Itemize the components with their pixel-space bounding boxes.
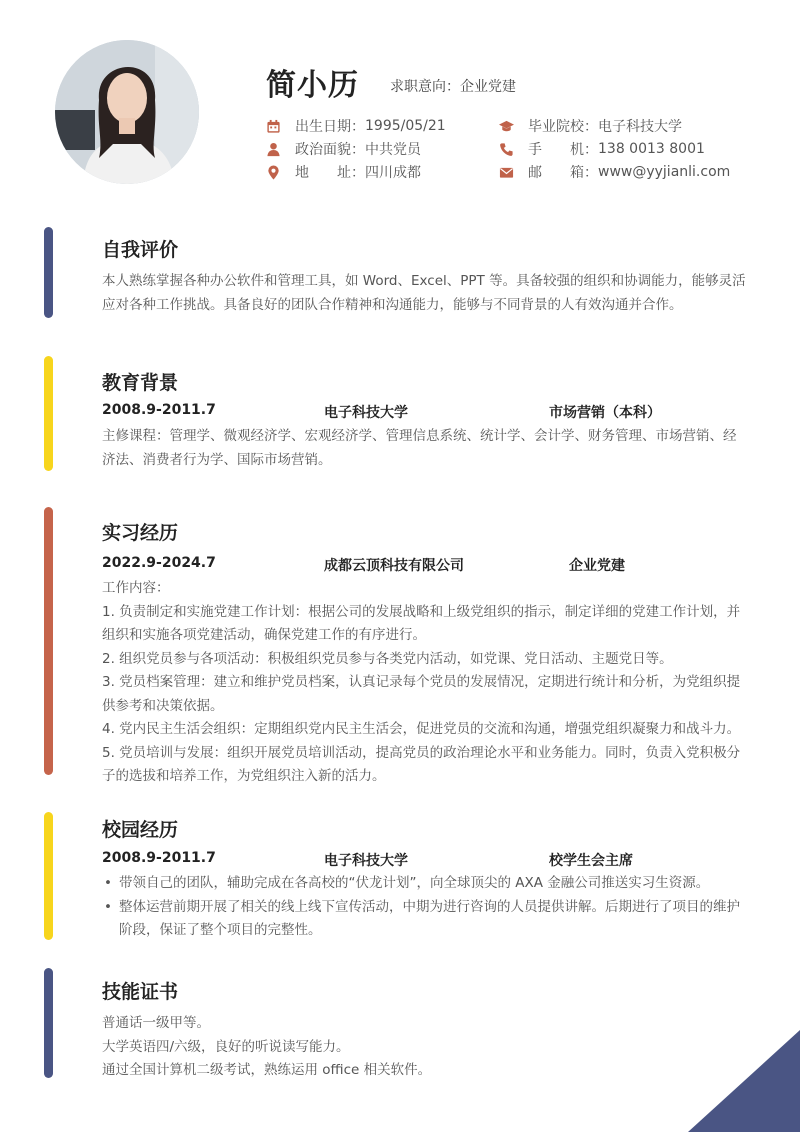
info-political-status: 政治面貌 ： 中共党员 [266,139,421,159]
text-line: 主修课程：管理学、微观经济学、宏观经济学、管理信息系统、统计学、会计学、财务管理、市场营销、经 [102,428,737,444]
text-line: 2. 组织党员参与各项活动：积极组织党员参与各类党内活动，如党课、党日活动、主题党日等。 [102,650,673,667]
section-title-education: 教育背景 [102,372,179,394]
graduation-cap-icon [499,119,514,134]
text-line: 阶段，保证了整个项目的完整性。 [119,922,322,938]
email-label: 邮 箱 [528,165,584,181]
internship-company: 成都云顶科技有限公司 [324,558,464,574]
education-school: 电子科技大学 [324,405,408,421]
mail-icon [499,165,514,180]
phone-value: 138 0013 8001 [598,141,705,157]
text-line: 工作内容： [102,580,170,596]
text-line: 1. 负责制定和实施党建工作计划：根据公司的发展战略和上级党组织的指示，制定详细的党建工作计划，并 [102,603,741,620]
info-phone: 手 机 ： 138 0013 8001 [499,139,705,159]
info-birthdate: 出生日期 ： 1995/05/21 [266,116,446,136]
text-line: 本人熟练掌握各种办公软件和管理工具，如 Word、Excel、PPT 等。具备较强的组织和协调能力，能够灵活 [102,273,746,289]
school-label: 毕业院校 [528,119,584,135]
text-line: 通过全国计算机二级考试，熟练运用 office 相关软件。 [102,1062,432,1078]
text-line: 3. 党员档案管理：建立和维护党员档案，认真记录每个党员的发展情况，定期进行统计和分析，为党组织提 [102,674,741,690]
text-line: • 带领自己的团队，辅助完成在各高校的“伏龙计划”，向全球顶尖的 AXA 金融公司推送实习生资源。 [119,875,710,891]
list-item [102,872,742,896]
calendar-icon [266,119,281,134]
info-email: 邮 箱 ： www@yyjianli.com [499,162,730,182]
political-status-label: 政治面貌 [295,142,351,158]
text-line: 组织和实施各项党建活动，确保党建工作的有序进行。 [102,627,426,643]
info-school: 毕业院校 ： 电子科技大学 [499,116,682,136]
section-bar-skills [44,968,53,1078]
phone-label: 手 机 [528,142,584,158]
campus-date: 2008.9-2011.7 [102,850,216,866]
phone-icon [499,142,514,157]
text-line: 应对各种工作挑战。具备良好的团队合作精神和沟通能力，能够与不同背景的人有效沟通并合作。 [102,296,683,313]
internship-details [102,577,742,789]
info-address: 地 址 ： 四川成都 [266,162,421,182]
section-title-skills: 技能证书 [102,981,179,1003]
address-value: 四川成都 [365,165,421,181]
email-value: www@yyjianli.com [598,164,731,180]
school-value: 电子科技大学 [598,119,682,135]
internship-role: 企业党建 [569,558,625,574]
profile-photo [55,40,199,184]
birthdate-value: 1995/05/21 [365,118,446,134]
section-bar-internship [44,507,53,775]
campus-bullets [102,872,742,943]
text-line: 大学英语四/六级，良好的听说读写能力。 [102,1038,350,1055]
text-line: 4. 党内民主生活会组织：定期组织党内民主生活会，促进党员的交流和沟通，增强党组织凝聚力和战斗力。 [102,721,741,737]
address-label: 地 址 [295,165,351,181]
education-major: 市场营销（本科） [549,405,661,421]
list-item [102,896,742,943]
campus-school: 电子科技大学 [324,853,408,869]
internship-date: 2022.9-2024.7 [102,555,216,571]
education-courses [102,425,742,472]
job-intent: 求职意向：企业党建 [390,79,516,95]
campus-role: 校学生会主席 [549,853,633,869]
section-title-self-eval: 自我评价 [102,239,179,261]
avatar [55,40,199,184]
section-title-campus: 校园经历 [102,819,179,841]
corner-decoration [688,1030,800,1132]
resume-name: 简小历 [266,68,359,103]
text-line: • 整体运营前期开展了相关的线上线下宣传活动，中期为进行咨询的人员提供讲解。后期进行了项目的维护 [119,898,740,915]
political-status-value: 中共党员 [365,142,421,158]
person-icon [266,142,281,157]
section-bar-self-eval [44,227,53,318]
text-line: 普通话一级甲等。 [102,1015,210,1031]
text-line: 供参考和决策依据。 [102,697,224,714]
section-bar-campus [44,812,53,940]
birthdate-label: 出生日期 [295,119,351,135]
section-title-internship: 实习经历 [102,522,179,544]
self-eval-text [102,270,746,317]
location-icon [266,165,281,180]
text-line: 济法、消费者行为学、国际市场营销。 [102,451,332,468]
text-line: 5. 党员培训与发展：组织开展党员培训活动，提高党员的政治理论水平和业务能力。同时，负责入党积极分 [102,744,741,761]
text-line: 子的选拔和培养工作，为党组织注入新的活力。 [102,768,386,784]
section-bar-education [44,356,53,471]
education-date: 2008.9-2011.7 [102,402,216,418]
skills-text [102,1012,742,1083]
